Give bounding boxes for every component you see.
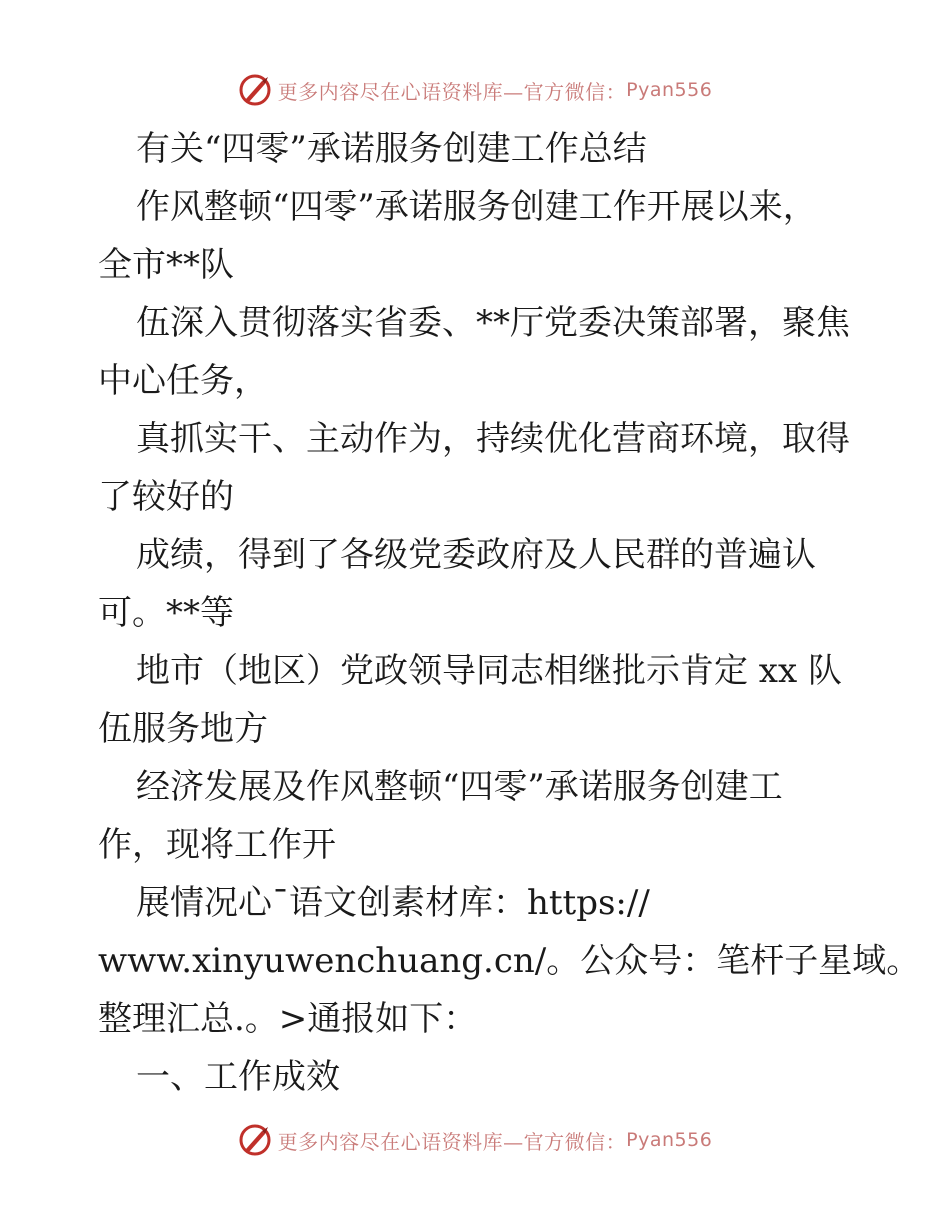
paragraph-line: 真抓实干、主动作为，持续优化营商环境，取得 [136, 419, 850, 459]
url-line: www.xinyuwenchuang.cn/。公众号：笔杆子星域。 [98, 941, 921, 981]
paragraph-line: 了较好的 [98, 477, 234, 517]
paragraph-line: 作风整顿“四零”承诺服务创建工作开展以来， [136, 187, 817, 227]
banner-wechat-id: Pyan556 [626, 79, 713, 101]
section-heading: 一、工作成效 [136, 1057, 340, 1097]
paragraph-line: 全市**队 [98, 245, 234, 285]
header-watermark-banner [0, 70, 950, 110]
paragraph-line: 中心任务， [98, 361, 268, 401]
banner-text: 更多内容尽在心语资料库—官方微信： [277, 79, 627, 104]
footer-watermark-banner [0, 1120, 950, 1160]
paragraph-line: 地市（地区）党政领导同志相继批示肯定 xx 队 [136, 651, 842, 691]
paragraph-line: 整理汇总.。>通报如下： [98, 999, 478, 1039]
paragraph-line: 作，现将工作开 [98, 825, 336, 865]
paragraph-line: 展情况心¯语文创素材库：https:// [136, 883, 650, 923]
paragraph-line: 成绩，得到了各级党委政府及人民群的普遍认 [136, 535, 816, 575]
quill-pen-seal-icon [238, 1123, 272, 1157]
paragraph-line: 经济发展及作风整顿“四零”承诺服务创建工 [136, 767, 783, 807]
document-body [98, 120, 921, 1106]
paragraph-line: 伍服务地方 [98, 709, 268, 749]
banner-text: 更多内容尽在心语资料库—官方微信： [277, 1129, 627, 1154]
quill-pen-seal-icon [238, 73, 272, 107]
document-title: 有关“四零”承诺服务创建工作总结 [136, 129, 647, 169]
paragraph-line: 伍深入贯彻落实省委、**厅党委决策部署，聚焦 [136, 303, 850, 343]
banner-wechat-id: Pyan556 [626, 1129, 713, 1151]
paragraph-line: 可。**等 [98, 593, 234, 633]
